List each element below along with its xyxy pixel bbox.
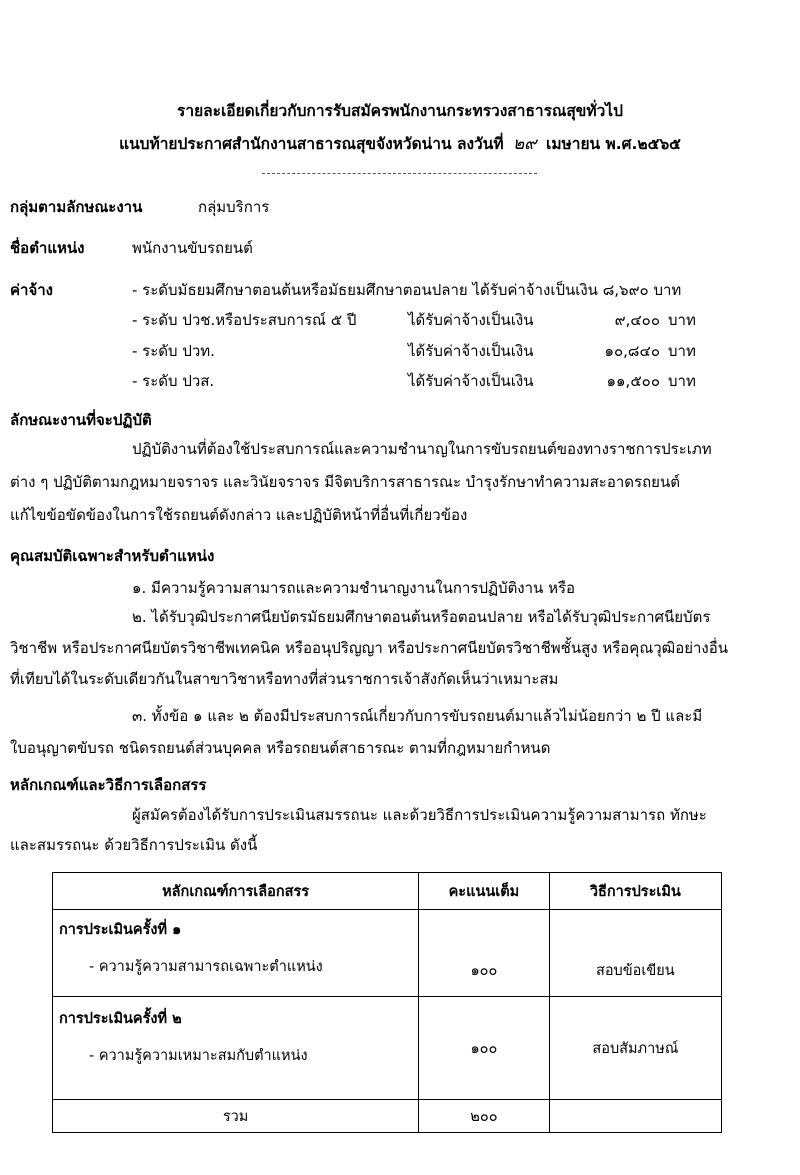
- subtitle-suffix: เมษายน พ.ศ.๒๕๖๕: [546, 135, 681, 153]
- wage-unit: บาท: [668, 311, 696, 329]
- table-header-row: [53, 873, 722, 910]
- wage-amount: ๑๐,๘๔๐: [604, 342, 660, 360]
- document-title: รายละเอียดเกี่ยวกับการรับสมัครพนักงานกระทรวงสาธารณสุขทั่วไป: [177, 102, 623, 120]
- wage-text: ได้รับค่าจ้างเป็นเงิน: [408, 342, 534, 360]
- table-row: [53, 910, 722, 997]
- round1-title: การประเมินครั้งที่ ๑: [59, 922, 182, 938]
- group-label: กลุ่มตามลักษณะงาน: [10, 198, 143, 216]
- round2-method: สอบสัมภาษณ์: [549, 997, 721, 1100]
- wage-row: [132, 308, 356, 332]
- group-value: กลุ่มบริการ: [198, 198, 270, 216]
- round2-score: ๑๐๐: [419, 997, 550, 1100]
- duties-line: ปฏิบัติงานที่ต้องใช้ประสบการณ์และความชำนาญในการขับรถยนต์ของทางราชการประเภท: [132, 440, 712, 458]
- wage-unit: บาท: [668, 372, 696, 390]
- qualifications-heading: คุณสมบัติเฉพาะสำหรับตำแหน่ง: [10, 547, 215, 565]
- round1-item: - ความรู้ความสามารถเฉพาะตำแหน่ง: [89, 959, 323, 975]
- total-score: ๒๐๐: [419, 1100, 550, 1133]
- qualification-line: ใบอนุญาตขับรถ ชนิดรถยนต์ส่วนบุคคล หรือรถยนต์สาธารณะ ตามที่กฎหมายกำหนด: [10, 739, 551, 757]
- wage-level: - ระดับมัธยมศึกษาตอนต้นหรือมัธยมศึกษาตอนปลาย ได้รับค่าจ้างเป็นเงิน ๘,๖๙๐ บาท: [132, 281, 682, 299]
- table-row: [53, 997, 722, 1100]
- table-row: [53, 1100, 722, 1133]
- header-criteria: หลักเกณฑ์การเลือกสรร: [53, 873, 419, 910]
- handwritten-date: ๒๙: [512, 134, 537, 154]
- selection-criteria-table: [52, 872, 722, 1133]
- header-method: วิธีการประเมิน: [549, 873, 721, 910]
- duties-heading: ลักษณะงานที่จะปฏิบัติ: [10, 411, 152, 429]
- duties-line: แก้ไขข้อขัดข้องในการใช้รถยนต์ดังกล่าว และปฏิบัติหน้าที่อื่นที่เกี่ยวข้อง: [10, 506, 468, 524]
- qualification-line: ที่เทียบได้ในระดับเดียวกันในสาขาวิชาหรือทางที่ส่วนราชการเจ้าสังกัดเห็นว่าเหมาะสม: [10, 670, 559, 688]
- position-label: ชื่อตำแหน่ง: [10, 239, 85, 257]
- subtitle-prefix: แนบท้ายประกาศสำนักงานสาธารณสุขจังหวัดน่าน ลงวันที่: [119, 135, 504, 153]
- wage-level: - ระดับ ปวช.หรือประสบการณ์ ๕ ปี: [132, 311, 357, 329]
- document-subtitle: [0, 130, 800, 157]
- wage-amount: ๑๑,๕๐๐: [606, 372, 660, 390]
- round2-criteria: [53, 997, 419, 1100]
- wage-row: [132, 369, 214, 393]
- wage-label: ค่าจ้าง: [10, 281, 53, 299]
- total-label: รวม: [53, 1100, 419, 1133]
- wage-row: [132, 339, 215, 363]
- round1-method: สอบข้อเขียน: [549, 910, 721, 997]
- selection-line: ผู้สมัครต้องได้รับการประเมินสมรรถนะ และด้วยวิธีการประเมินความรู้ความสามารถ ทักษะ: [132, 806, 707, 824]
- round1-score: ๑๐๐: [419, 910, 550, 997]
- qualification-line: ๓. ทั้งข้อ ๑ และ ๒ ต้องมีประสบการณ์เกี่ยวกับการขับรถยนต์มาแล้วไม่น้อยกว่า ๒ ปี และมี: [132, 707, 703, 725]
- wage-amount: ๙,๔๐๐: [614, 311, 660, 329]
- duties-line: ต่าง ๆ ปฏิบัติตามกฎหมายจราจร และวินัยจราจร มีจิตบริการสาธารณะ บำรุงรักษาทำความสะอาดรถยนต์: [10, 473, 680, 491]
- qualification-line: ๒. ได้รับวุฒิประกาศนียบัตรมัธยมศึกษาตอนต้นหรือตอนปลาย หรือได้รับวุฒิประกาศนียบัตร: [132, 608, 711, 626]
- wage-text: ได้รับค่าจ้างเป็นเงิน: [408, 311, 534, 329]
- wage-row: [132, 278, 681, 302]
- title-divider: [262, 173, 537, 174]
- qualification-line: ๑. มีความรู้ความสามารถและความชำนาญงานในการปฏิบัติงาน หรือ: [132, 579, 576, 597]
- wage-level: - ระดับ ปวท.: [132, 342, 215, 360]
- round2-item: - ความรู้ความเหมาะสมกับตำแหน่ง: [89, 1048, 308, 1064]
- selection-heading: หลักเกณฑ์และวิธีการเลือกสรร: [10, 776, 207, 794]
- position-value: พนักงานขับรถยนต์: [132, 239, 253, 257]
- selection-line: และสมรรถนะ ด้วยวิธีการประเมิน ดังนี้: [10, 836, 258, 854]
- round1-criteria: [53, 910, 419, 997]
- wage-unit: บาท: [668, 342, 696, 360]
- total-method-empty: [549, 1100, 721, 1133]
- round2-title: การประเมินครั้งที่ ๒: [59, 1011, 182, 1027]
- wage-level: - ระดับ ปวส.: [132, 372, 215, 390]
- header-score: คะแนนเต็ม: [419, 873, 550, 910]
- wage-text: ได้รับค่าจ้างเป็นเงิน: [408, 372, 534, 390]
- qualification-line: วิชาชีพ หรือประกาศนียบัตรวิชาชีพเทคนิค หรืออนุปริญญา หรือประกาศนียบัตรวิชาชีพชั้นสูง หรือคุณวุฒิอย่างอื่น: [10, 639, 729, 657]
